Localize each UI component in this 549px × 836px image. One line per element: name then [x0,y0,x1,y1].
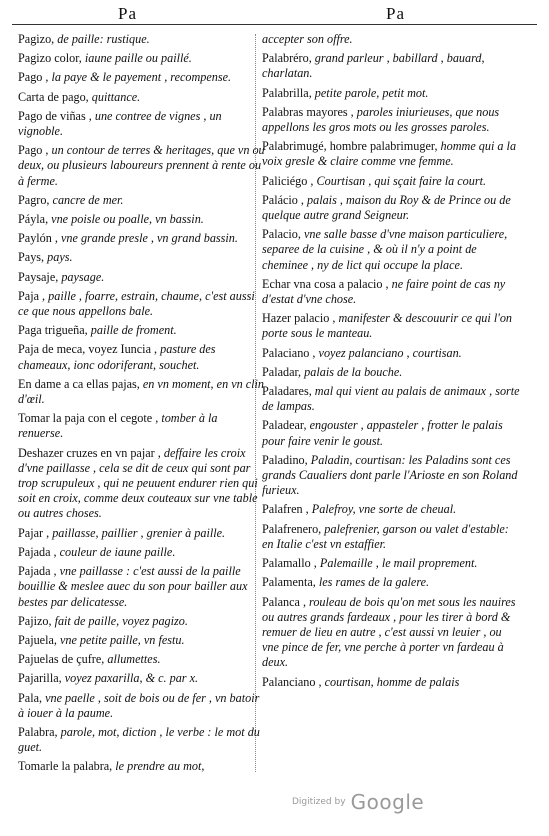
entry-definition: homme qui a la voix gresle & claire comme vne femme. [262,139,517,169]
entry-headword: Pajarilla, [18,671,62,686]
dictionary-entry [18,109,265,139]
entry-definition: une contree de vignes , un vignoble. [18,108,222,139]
dictionary-entry [18,446,265,522]
entry-definition: paille de froment. [87,323,177,338]
digitized-footer [292,790,424,814]
entry-definition: Palefroy, vne sorte de cheual. [308,502,457,517]
entry-definition: allumettes. [104,652,161,667]
dictionary-entry [262,32,520,47]
header-rule [12,24,537,25]
dictionary-entry [18,231,265,246]
entry-definition: palefrenier, garson ou valet d'estable: en Italie c'est vn estaffier. [262,521,509,551]
entry-headword: Palabrilla, [262,85,312,100]
dictionary-entry [18,652,265,667]
entry-headword: Paliciégo , [262,173,314,188]
dictionary-entry [262,384,520,414]
entry-headword: Tomarle la palabra, [18,759,113,774]
dictionary-entry [18,691,265,721]
dictionary-entry [18,759,265,774]
dictionary-entry [18,70,265,85]
entry-definition: deffaire les croix d'vne paillasse , cela se dit de ceux qui sont par trop scrupuleux , qui ne peuuent endurer rien qui soit en croix, comme deux couteaux sur vne table ou autres choses. [18,445,258,521]
dictionary-entry [18,564,265,610]
entry-definition: grand parleur , babillard , bauard, charlatan. [262,51,485,81]
dictionary-entry [262,365,520,380]
left-column [18,32,265,779]
entry-headword: Pagizo color, [18,51,82,66]
dictionary-entry [18,671,265,686]
dictionary-entry [18,212,265,227]
entry-headword: Echar vna cosa a palacio , [262,276,389,291]
entry-definition: paillasse, paillier , grenier à paille. [49,525,226,540]
entry-definition: voyez palanciano , courtisan. [315,345,462,360]
dictionary-entry [262,277,520,307]
entry-definition: paille , foarre, estrain, chaume, c'est aussi ce que nous appellons bale. [18,288,255,319]
entry-definition: engouster , appasteler , frotter le palais pour faire venir le goust. [262,418,503,448]
dictionary-entry [262,453,520,499]
entry-headword: Palabras mayores , [262,104,354,119]
entry-headword: Páyla, [18,212,49,227]
dictionary-entry [18,143,265,189]
entry-headword: Pajada , [18,544,57,559]
entry-definition: iaune paille ou paillé. [81,51,192,66]
entry-headword: Palácio , [262,192,304,207]
dictionary-entry [18,323,265,338]
entry-definition: tomber à la renuerse. [18,411,218,441]
dictionary-entry [18,377,265,407]
dictionary-entry [262,227,520,273]
entry-headword: Pajuelas de çufre, [18,652,105,667]
entry-definition: courtisan, homme de palais [321,674,460,689]
dictionary-entry [262,675,520,690]
dictionary-entry [18,725,265,755]
entry-definition: vne poisle ou poalle, vn bassin. [48,212,204,227]
entry-definition: Paladin, courtisan: les Paladins sont ces grands Caualiers dont parle l'Arioste en son Roland furieux. [262,452,518,498]
dictionary-entry [18,51,265,66]
entry-headword: Paja de meca, voyez Iuncia , [18,342,158,357]
entry-headword: Pagro, [18,192,50,207]
entry-headword: Palamallo , [262,556,317,571]
entry-headword: Palaciano , [262,345,316,360]
entry-headword: Paylón , [18,231,58,246]
entry-headword: Palacio, [262,227,301,242]
entry-definition: les rames de la galere. [315,575,430,590]
entry-headword: Palafren , [262,502,309,517]
dictionary-entry [262,174,520,189]
page-header [0,4,549,26]
entry-definition: quittance. [88,89,141,104]
dictionary-entry [262,502,520,517]
entry-headword: Pala, [18,690,43,705]
dictionary-entry [18,614,265,629]
entry-definition: vne petite paille, vn festu. [56,632,185,647]
entry-headword: Paysaje, [18,269,59,284]
entry-definition: paysage. [58,269,105,284]
dictionary-entry [262,86,520,101]
dictionary-entry [18,289,265,319]
entry-definition: cancre de mer. [49,192,124,207]
dictionary-entry [262,595,520,671]
dictionary-entry [262,522,520,552]
entry-definition: vne grande presle , vn grand bassin. [57,231,238,246]
entry-definition: rouleau de bois qu'on met sous les nauires ou autres grands fardeaux , pour les tirer à bord & remuer de lieu en autre , c'est aussi vn leuier , ou vne pince de fer, vne perche à porter vn fardeau à deux. [262,594,516,670]
entry-headword: Palabrimugé, hombre palabrimuger, [262,139,438,154]
dictionary-entry [262,105,520,135]
entry-headword: Pajada , [18,564,57,579]
entry-definition: de paille: rustique. [54,32,150,46]
entry-definition: mal qui vient au palais de animaux , sorte de lampas. [262,384,520,414]
entry-definition: vne salle basse d'vne maison particuliere, separee de la cuisine , & où il n'y a point de cheminee , ny de lict qui occupe la place. [262,227,508,272]
digitized-label: Digitized by [292,797,346,807]
entry-definition: petite parole, petit mot. [311,85,429,100]
dictionary-entry [18,250,265,265]
entry-headword: Paladar, [262,364,302,379]
entry-definition: paroles iniurieuses, que nous appellons les gros mots ou les grosses paroles. [262,104,500,135]
header-right: Pa [386,4,405,23]
right-column [262,32,520,694]
entry-headword: Paladares, [262,384,312,399]
entry-headword: Carta de pago, [18,89,89,104]
entry-headword: Palamenta, [262,575,316,590]
dictionary-entry [262,139,520,169]
entry-definition: un contour de terres & heritages, que vn ou deux, ou plusieurs laboureurs prennent à rente ou à ferme. [18,143,265,188]
dictionary-entry [18,193,265,208]
entry-headword: Palanciano , [262,674,322,689]
entry-headword: Pajuela, [18,632,57,647]
dictionary-entry [262,51,520,81]
entry-definition: accepter son offre. [262,32,353,46]
entry-definition: pays. [44,250,73,265]
entry-headword: Pago , [18,70,49,85]
entry-definition: palais , maison du Roy & de Prince ou de quelque autre grand Seigneur. [262,192,511,223]
entry-definition: pasture des chameaux, ionc odoriferant, souchet. [18,342,216,372]
entry-definition: palais de la bouche. [301,364,403,379]
dictionary-entry [262,193,520,223]
dictionary-entry [262,575,520,590]
dictionary-entry [18,526,265,541]
entry-definition: parole, mot, diction , le verbe : le mot du guet. [18,724,260,755]
entry-headword: Palafrenero, [262,521,322,536]
entry-headword: Deshazer cruzes en vn pajar , [18,445,161,460]
dictionary-entry [262,346,520,361]
entry-headword: Pago , [18,143,49,158]
entry-headword: Pajar , [18,525,50,540]
entry-headword: En dame a ca ellas pajas, [18,376,140,391]
entry-headword: Paladino, [262,452,308,467]
entry-headword: Pajizo, [18,613,52,628]
google-logo: Google [350,790,425,814]
entry-headword: Pagizo, [18,32,55,46]
dictionary-entry [262,556,520,571]
header-left: Pa [118,4,137,23]
entry-definition: vne paillasse : c'est aussi de la paille bouillie & meslee auec du son pour bailler aux bestes par delicatesse. [18,564,248,609]
entry-definition: couleur de iaune paille. [56,544,176,559]
entry-headword: Pays, [18,250,45,265]
dictionary-entry [18,90,265,105]
dictionary-entry [18,270,265,285]
entry-headword: Paja , [18,288,46,303]
dictionary-entry [18,545,265,560]
dictionary-entry [262,311,520,341]
entry-headword: Tomar la paja con el cegote , [18,411,159,426]
entry-headword: Palanca , [262,594,306,609]
entry-definition: Palemaille , le mail proprement. [316,556,478,571]
entry-definition: le prendre au mot, [112,759,205,774]
dictionary-entry [18,411,265,441]
entry-definition: fait de paille, voyez pagizo. [51,613,188,628]
dictionary-entry [18,342,265,372]
entry-headword: Palabra, [18,724,58,739]
entry-definition: ne faire point de cas ny d'estat d'vne chose. [262,276,506,307]
dictionary-entry [262,418,520,448]
entry-headword: Pago de viñas , [18,108,92,123]
entry-definition: manifester & descouurir ce qui l'on porte sous le manteau. [262,311,513,341]
entry-definition: en vn moment, en vn clin d'œil. [18,376,265,407]
entry-definition: vne paelle , soit de bois ou de fer , vn batoir à iouer à la paume. [18,690,260,720]
entry-definition: voyez paxarilla, & c. par x. [61,671,199,686]
entry-definition: Courtisan , qui sçait faire la court. [313,173,486,188]
entry-definition: la paye & le payement , recompense. [48,70,232,85]
entry-headword: Paladear, [262,418,307,433]
dictionary-entry [18,633,265,648]
entry-headword: Hazer palacio , [262,311,336,326]
entry-headword: Palabréro, [262,51,312,66]
dictionary-entry [18,32,265,47]
entry-headword: Paga trigueña, [18,323,88,338]
